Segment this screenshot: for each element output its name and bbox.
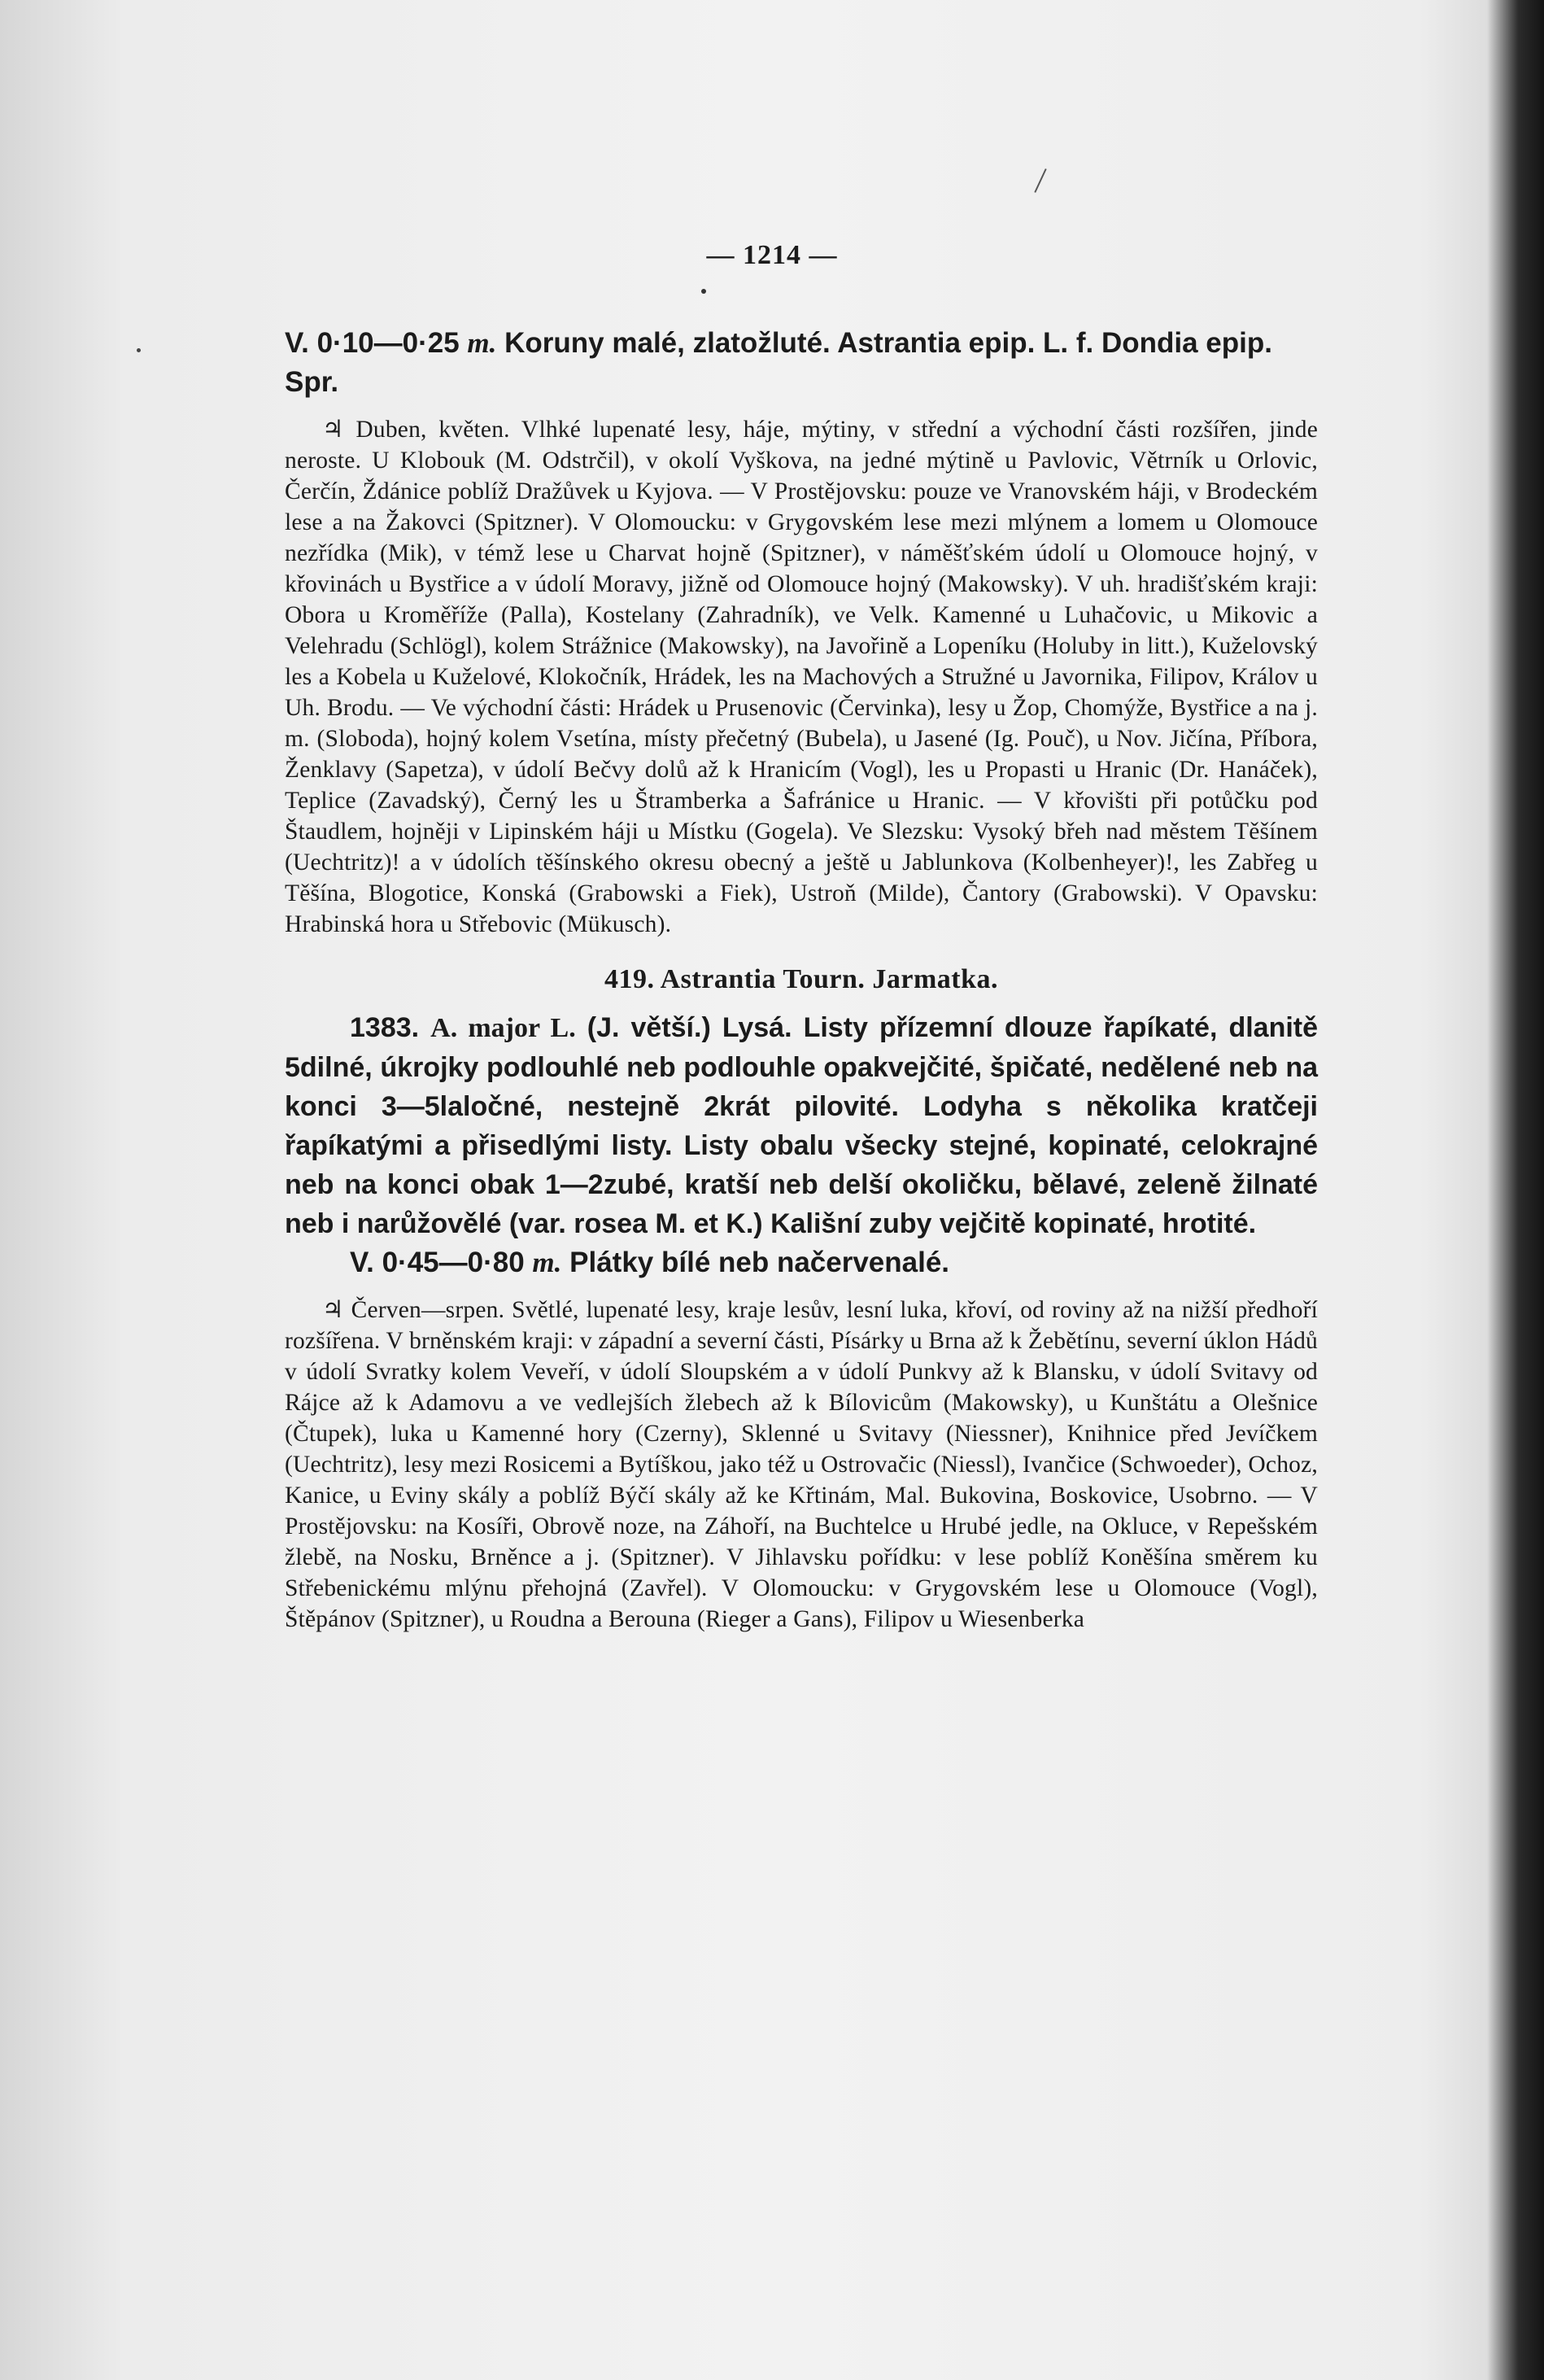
flower-description: Koruny malé, zlatožluté. [504, 327, 831, 359]
species-description [285, 1008, 1318, 1243]
distribution-text: Červen—srpen. Světlé, lupenaté lesy, kraje lesův, lesní luka, křoví, od roviny až na nižší předhoří rozšířena. V brněnském kraji: v západní a severní části, Písárky u Brna až k Žebětínu, severní úklon Hádů v údolí Svratky kolem Veveří, v údolí Sloupském a v údolí Punkvy až k Blansku, v údolí Svitavy od Rájce až k Adamovu a ve vedlejších žlebech až k Bílovicům (Makowsky), u Kunštátu a Olešnice (Čtupek), luka u Kamenné hory (Czerny), Sklenné u Svitavy (Niessner), Knihnice před Jevíčkem (Uechtritz), lesy mezi Rosicemi a Bytíškou, jako též u Ostrovačic (Niessl), Ivančice (Schwoeder), Ochoz, Kanice, u Eviny skály a poblíž Býčí skály až ke Křtinám, Mal. Bukovina, Boskovice, Usobrno. — V Prostějovsku: na Kosíři, Obrově noze, na Záhoří, na Buchtelce u Hrubé jedle, na Okluce, v Repešském žlebě, na Nosku, Brněnce a j. (Spitzner). V Jihlavsku pořídku: v lese poblíž Koněšína směrem ku Střebenickému mlýnu přehojná (Zavřel). V Olomoucku: v Grygovském lese u Olomouce (Vogl), Štěpánov (Spitzner), u Roudna a Berouna (Rieger a Gans), Filipov u Wiesenberka [285, 1297, 1319, 1632]
synonym: Astrantia epip. L. f. Dondia epip. Spr. [285, 327, 1272, 398]
species-size-line [285, 1243, 1318, 1282]
species-distribution [285, 1294, 1318, 1635]
perennial-icon: ♃ [322, 415, 344, 443]
genus-heading: 419. Astrantia Tourn. Jarmatka. [604, 964, 998, 994]
perennial-icon: ♃ [322, 1295, 344, 1323]
distribution-text: Duben, květen. Vlhké lupenaté lesy, háje, mýtiny, v střední a východní části rozšířen, jinde neroste. U Klobouk (M. Odstrčil), v okolí Vyškova, na jedné mýtině u Pavlovic, Větrník u Orlovic, Čerčín, Ždánice poblíž Dražůvek u Kyjova. — V Prostějovsku: pouze ve Vranovském háji, v Brodeckém lese a na Žakovci (Spitzner). V Olomoucku: v Grygovském lese mezi mlýnem a lomem u Olomouce nezřídka (Mik), v témž lese u Charvat hojně (Spitzner), v náměšťském údolí u Olomouce hojný, v křovinách u Bystřice a v údolí Moravy, jižně od Olomouce hojný (Makowsky). V uh. hradišťském kraji: Obora u Kroměříže (Palla), Kostelany (Zahradník), ve Velk. Kamenné u Luhačovic, u Mikovic a Velehradu (Schlögl), kolem Strážnice (Makowsky), na Javořině a Lopeníku (Holuby in litt.), Kuželovský les a Kobela u Kuželové, Klokočník, Hrádek, les na Machových a Stružné u Javornika, Filipov, Králov u Uh. Brodu. — Ve východní části: Hrádek u Prusenovic (Červinka), lesy u Žop, Chomýže, Bystřice a na j. m. (Sloboda), hojný kolem Vsetína, místy přečetný (Bubela), u Jasené (Ig. Pouč), u Nov. Jičína, Příbora, Ženklavy (Sapetza), v údolí Bečvy dolů až k Hranicím (Vogl), les u Propasti u Hranic (Dr. Hanáček), Teplice (Zavadský), Černý les u Štramberka a Šafránice u Hranic. — V křovišti při potůčku pod Štaudlem, hojněji v Lipinském háji u Místku (Gogela). Ve Slezsku: Vysoký břeh nad městem Těšínem (Uechtritz)! a v údolích těšínského okresu obecný a ještě u Jablunkova (Kolbenheyer)!, les Zabřeg u Těšína, Blogotice, Konská (Grabowski a Fiek), Ustroň (Milde), Čantory (Grabowski). V Opavsku: Hrabinská hora u Střebovic (Mükusch). [285, 417, 1318, 937]
species-czech-name: (J. větší.) [587, 1012, 711, 1043]
unit-meters: m. [532, 1247, 562, 1278]
page-number: — 1214 — [706, 240, 838, 270]
previous-entry-size-line [285, 324, 1318, 402]
scan-dark-edge [1487, 0, 1544, 2380]
species-number: 1383. [350, 1012, 420, 1043]
unit-meters: m. [467, 327, 497, 359]
page-body [285, 324, 1318, 1635]
previous-entry-distribution [285, 413, 1318, 940]
size-range: V. 0·45—0·80 [350, 1247, 525, 1278]
petal-description: Plátky bílé neb načervenalé. [569, 1247, 950, 1278]
ink-dot [701, 289, 706, 294]
description-text: Lysá. Listy přízemní dlouze řapíkaté, dlanitě 5dilné, úkrojky podlouhlé neb podlouhle opakvejčité, špičaté, nedělené neb na konci 3—5laločné, nestejně 2krát pilovité. Lodyha s několika kratčeji řapíkatými a přisedlými listy. Listy obalu všecky stejné, kopinaté, celokrajné neb na konci obak 1—2zubé, kratší neb delší okoličku, bělavé, zeleně žilnaté neb i narůžovělé (var. rosea M. et K.) Kališní zuby vejčitě kopinaté, hrotité. [285, 1012, 1319, 1239]
size-range: V. 0·10—0·25 [285, 327, 460, 359]
species-name: A. major L. [430, 1013, 576, 1043]
ink-dot [137, 348, 141, 352]
